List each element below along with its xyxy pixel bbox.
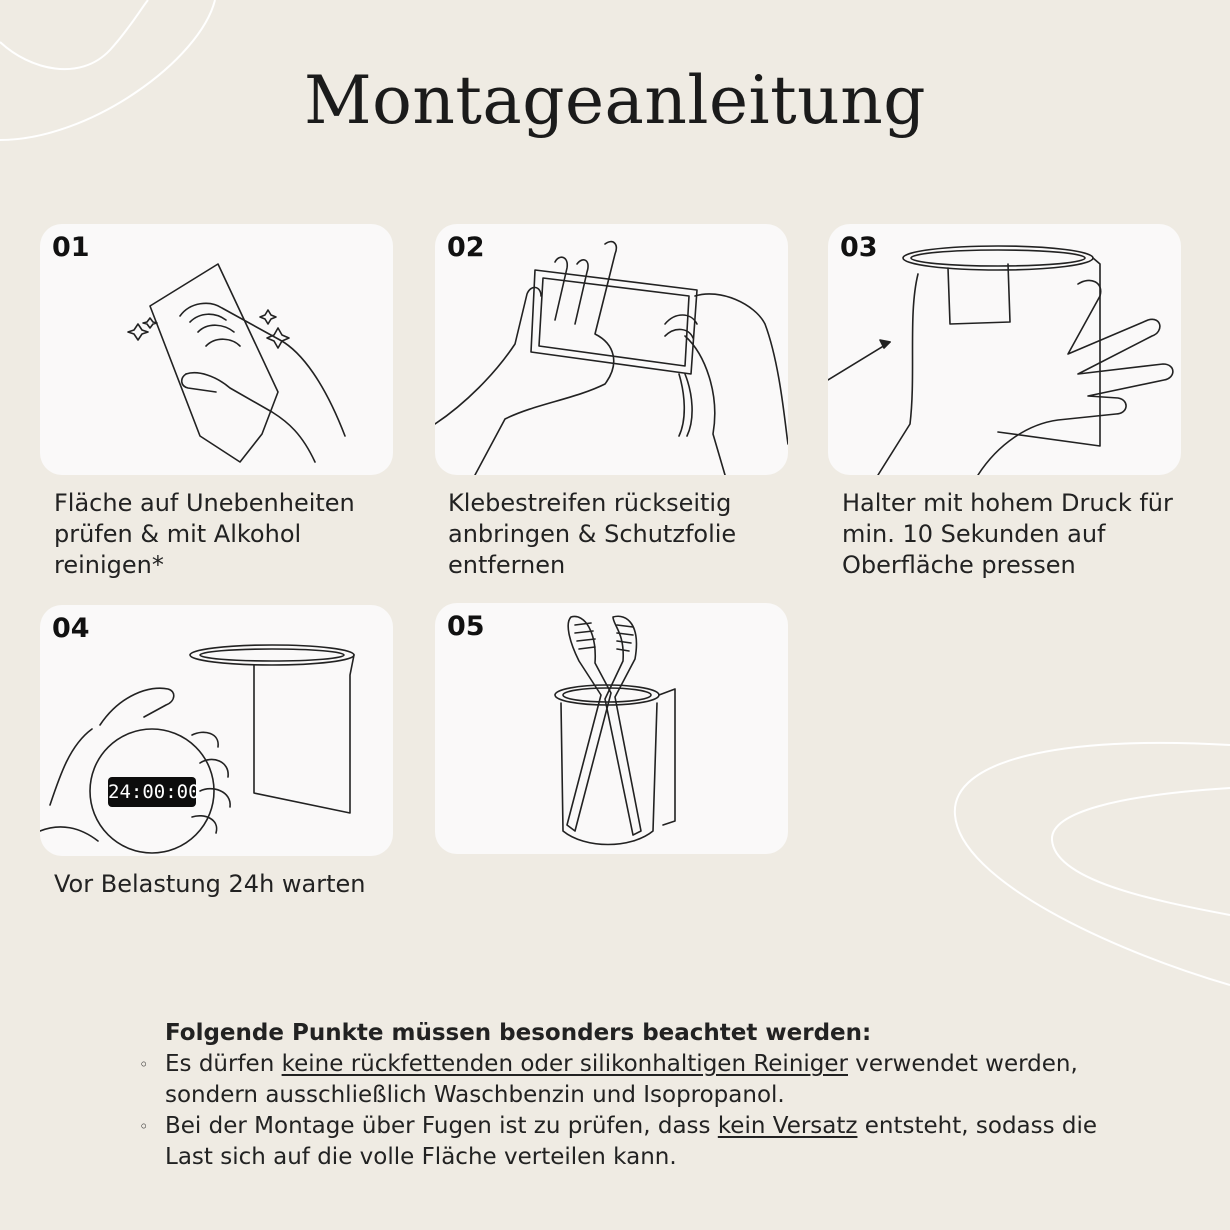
step-card-03 [828, 224, 1181, 475]
step-caption-04: Vor Belastung 24h warten [54, 870, 366, 898]
step-card-02 [435, 224, 788, 475]
step-number: 03 [840, 232, 878, 263]
notes-section [137, 1018, 1127, 1173]
bullet-icon: ◦ [139, 1117, 149, 1136]
step-card-04 [40, 605, 393, 856]
note-text: entsteht, sodass die Last sich auf die volle Fläche verteilen kann. [165, 1113, 1098, 1170]
note-text: Bei der Montage über Fugen ist zu prüfen, dass [165, 1113, 718, 1139]
timer-wait-illustration [40, 605, 393, 856]
step-caption-03: Halter mit hohem Druck für min. 10 Sekunden auf Oberfläche pressen [842, 489, 1173, 579]
step-number: 04 [52, 613, 90, 644]
step-number: 02 [447, 232, 485, 263]
note-underlined-text: keine rückfettenden oder silikonhaltigen Reiniger [281, 1051, 848, 1077]
step-card-05 [435, 603, 788, 854]
bullet-icon: ◦ [139, 1055, 149, 1074]
notes-heading: Folgende Punkte müssen besonders beachtet werden: [165, 1020, 872, 1046]
note-text: verwendet werden, sondern ausschließlich Waschbenzin und Isopropanol. [165, 1051, 1078, 1108]
page-title: Montageanleitung [304, 62, 926, 139]
adhesive-strip-illustration [435, 224, 788, 475]
step-card-01 [40, 224, 393, 475]
wipe-cloth-illustration [40, 224, 393, 475]
toothbrush-holder-illustration [435, 603, 788, 854]
step-number: 01 [52, 232, 90, 263]
step-number: 05 [447, 611, 485, 642]
notes-list [137, 1049, 1127, 1173]
timer-display: 24:00:00 [108, 777, 196, 807]
note-underlined-text: kein Versatz [717, 1113, 858, 1139]
step-caption-02: Klebestreifen rückseitig anbringen & Schutzfolie entfernen [448, 489, 737, 579]
press-holder-illustration [828, 224, 1181, 475]
step-caption-01: Fläche auf Unebenheiten prüfen & mit Alkohol reinigen* [54, 489, 355, 579]
note-text: Es dürfen [165, 1051, 282, 1077]
note-item [137, 1049, 1127, 1111]
note-item [137, 1111, 1127, 1173]
